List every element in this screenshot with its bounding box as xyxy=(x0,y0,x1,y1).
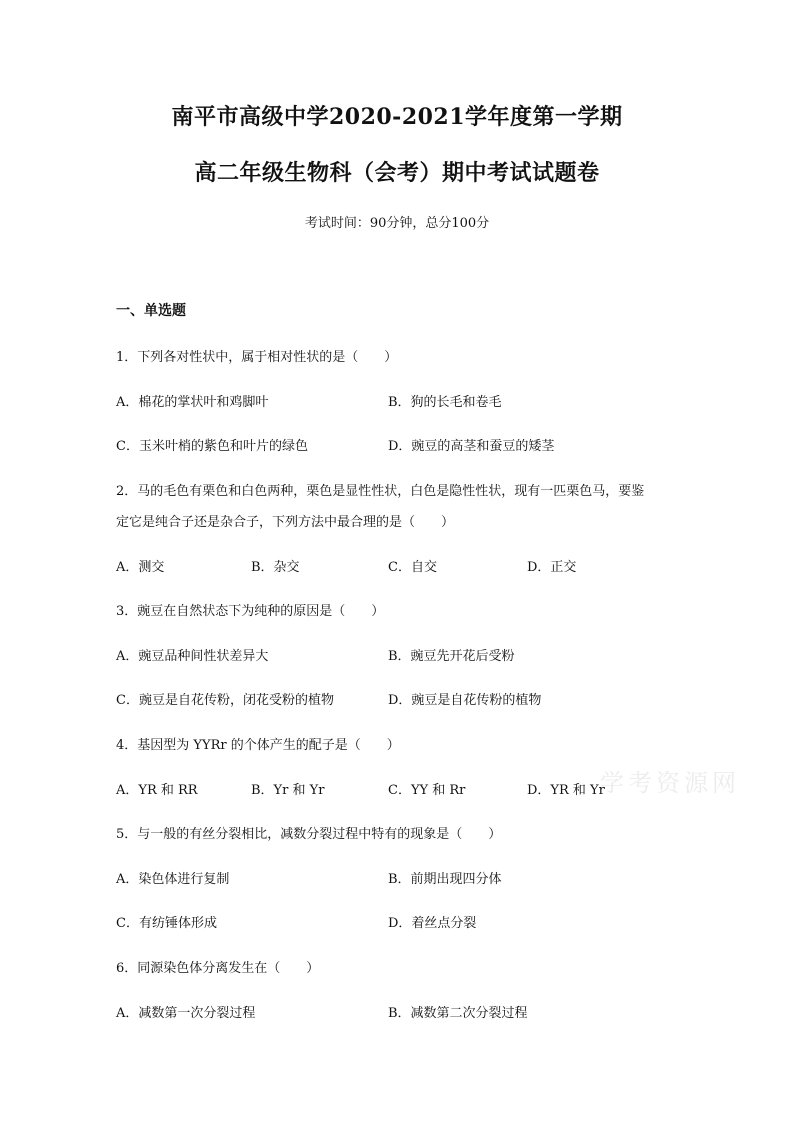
question-4-option-d: D．YR 和 Yr xyxy=(527,783,605,798)
question-6-option-b: B．减数第二次分裂过程 xyxy=(388,1006,528,1021)
question-5-option-d: D．着丝点分裂 xyxy=(388,916,477,931)
question-1-option-b: B．狗的长毛和卷毛 xyxy=(388,395,502,410)
question-3-option-b: B．豌豆先开花后受粉 xyxy=(388,649,515,664)
question-2-stem-line1: 2．马的毛色有栗色和白色两种，栗色是显性性状，白色是隐性性状，现有一匹栗色马，要鉴 xyxy=(116,484,645,499)
question-1-option-d: D．豌豆的高茎和蚕豆的矮茎 xyxy=(388,439,555,454)
question-2-option-a: A．测交 xyxy=(116,560,165,575)
question-5-option-a: A．染色体进行复制 xyxy=(116,872,230,887)
exam-time-info: 考试时间：90分钟，总分100分 xyxy=(304,216,490,231)
question-2-stem-line2: 定它是纯合子还是杂合子，下列方法中最合理的是（ ） xyxy=(116,515,455,530)
question-6-stem: 6．同源染色体分离发生在（ ） xyxy=(116,961,320,976)
question-5-stem: 5．与一般的有丝分裂相比，减数分裂过程中特有的现象是（ ） xyxy=(116,827,502,842)
question-5-option-c: C．有纺锤体形成 xyxy=(116,916,217,931)
exam-title-line1: 南平市高级中学2020-2021学年度第一学期 xyxy=(171,104,623,130)
question-3-option-d: D．豌豆是自花传粉的植物 xyxy=(388,693,542,708)
question-5-option-b: B．前期出现四分体 xyxy=(388,872,502,887)
section-heading: 一、单选题 xyxy=(116,303,186,319)
question-1-option-a: A．棉花的掌状叶和鸡脚叶 xyxy=(116,395,269,410)
question-3-stem: 3．豌豆在自然状态下为纯种的原因是（ ） xyxy=(116,604,385,619)
question-4-option-b: B．Yr 和 Yr xyxy=(251,783,325,798)
question-1-option-c: C．玉米叶梢的紫色和叶片的绿色 xyxy=(116,439,308,454)
watermark: 学考资源网 xyxy=(600,769,740,797)
question-6-option-a: A．减数第一次分裂过程 xyxy=(116,1006,256,1021)
question-2-option-d: D．正交 xyxy=(527,560,577,575)
question-2-option-c: C．自交 xyxy=(388,560,437,575)
question-4-option-c: C．YY 和 Rr xyxy=(388,783,466,798)
question-3-option-a: A．豌豆品种间性状差异大 xyxy=(116,649,269,664)
question-3-option-c: C．豌豆是自花传粉，闭花受粉的植物 xyxy=(116,693,334,708)
question-1-stem: 1．下列各对性状中，属于相对性状的是（ ） xyxy=(116,350,398,365)
exam-title-line2: 高二年级生物科（会考）期中考试试题卷 xyxy=(194,160,600,186)
question-4-option-a: A．YR 和 RR xyxy=(116,783,198,798)
question-4-stem: 4．基因型为 YYRr 的个体产生的配子是（ ） xyxy=(116,738,400,753)
question-2-option-b: B．杂交 xyxy=(251,560,300,575)
